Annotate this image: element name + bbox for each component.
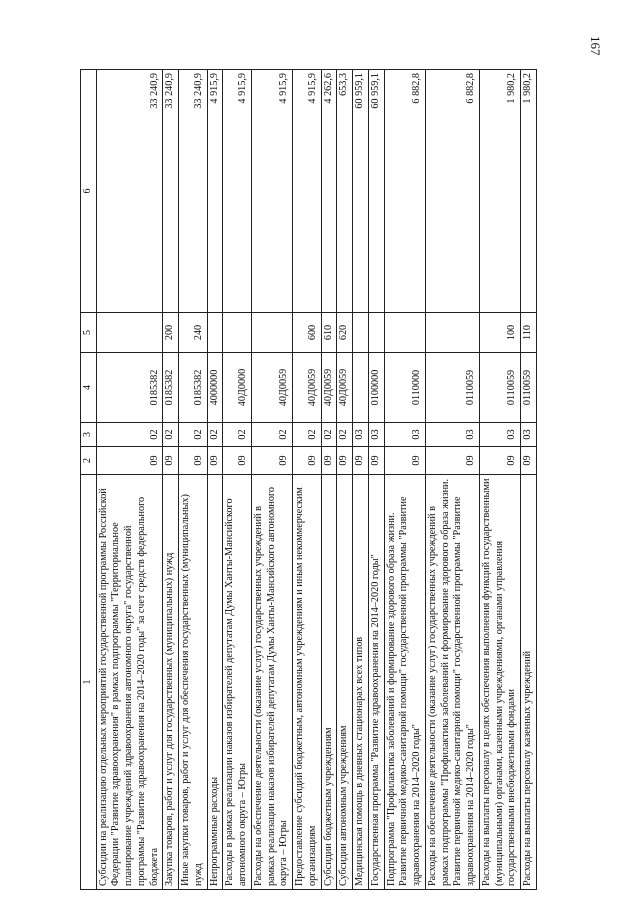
table-row	[321, 70, 337, 890]
table-row	[179, 70, 208, 890]
expense-type-cell: 100	[479, 313, 520, 353]
amount-cell: 4 915,9	[293, 70, 322, 313]
row-name-cell: Субсидии бюджетным учреждениям	[321, 475, 337, 890]
amount-cell: 6 882,8	[384, 70, 425, 313]
subsection-code-cell: 03	[479, 423, 520, 447]
target-article-cell: 0110059	[425, 353, 479, 423]
table-row	[251, 70, 292, 890]
section-code-cell: 09	[521, 447, 537, 475]
section-code-cell: 09	[293, 447, 322, 475]
row-name-cell: Субсидии автономным учреждениям	[337, 475, 353, 890]
table-row	[96, 70, 163, 890]
target-article-cell: 4000000	[207, 353, 223, 423]
amount-cell: 1 980,2	[521, 70, 537, 313]
subsection-code-cell: 02	[223, 423, 252, 447]
section-code-cell: 09	[321, 447, 337, 475]
target-article-cell: 40Д0059	[321, 353, 337, 423]
section-code-cell: 09	[207, 447, 223, 475]
expense-type-cell	[368, 313, 384, 353]
expense-type-cell	[425, 313, 479, 353]
table-row	[163, 70, 179, 890]
expense-type-cell: 600	[293, 313, 322, 353]
expense-type-cell	[384, 313, 425, 353]
row-name-cell: Государственная программа "Развитие здравоохранения на 2014–2020 годы"	[368, 475, 384, 890]
section-code-cell: 09	[251, 447, 292, 475]
target-article-cell: 0185382	[179, 353, 208, 423]
table-row	[425, 70, 479, 890]
amount-cell: 33 240,9	[179, 70, 208, 313]
subsection-code-cell: 02	[293, 423, 322, 447]
target-article-cell: 40Д0059	[337, 353, 353, 423]
amount-cell: 4 262,6	[321, 70, 337, 313]
amount-cell: 33 240,9	[96, 70, 163, 313]
header-cell: 4	[81, 353, 97, 423]
header-row	[81, 70, 97, 890]
page-number: 167	[588, 36, 603, 56]
subsection-code-cell: 02	[179, 423, 208, 447]
row-name-cell: Подпрограмма "Профилактика заболеваний и формирование здорового образа жизни. Развитие первичной медико-санитарной помощи" государственной программы "Развитие здравоохранения на 2014–2020 годы"	[384, 475, 425, 890]
row-name-cell: Расходы на выплаты персоналу в целях обеспечения выполнения функций государственными (муниципальными) органами, казенными учреждениями, органами управления государственными внебюджетными фондами	[479, 475, 520, 890]
expense-type-cell: 610	[321, 313, 337, 353]
subsection-code-cell: 02	[207, 423, 223, 447]
subsection-code-cell: 02	[251, 423, 292, 447]
subsection-code-cell: 02	[321, 423, 337, 447]
amount-cell: 4 915,9	[223, 70, 252, 313]
table-row	[353, 70, 369, 890]
amount-cell: 60 959,1	[368, 70, 384, 313]
subsection-code-cell: 02	[163, 423, 179, 447]
row-name-cell: Иные закупки товаров, работ и услуг для обеспечения государственных (муниципальных) нужд	[179, 475, 208, 890]
section-code-cell: 09	[96, 447, 163, 475]
target-article-cell: 0100000	[368, 353, 384, 423]
row-name-cell: Расходы на выплаты персоналу казенных учреждений	[521, 475, 537, 890]
table-row	[207, 70, 223, 890]
table-row	[368, 70, 384, 890]
subsection-code-cell: 03	[353, 423, 369, 447]
amount-cell: 60 959,1	[353, 70, 369, 313]
expense-type-cell: 240	[179, 313, 208, 353]
amount-cell: 4 915,9	[251, 70, 292, 313]
target-article-cell: 0110059	[479, 353, 520, 423]
row-name-cell: Предоставление субсидий бюджетным, автономным учреждениям и иным некоммерческим организациям	[293, 475, 322, 890]
subsection-code-cell: 03	[384, 423, 425, 447]
section-code-cell: 09	[384, 447, 425, 475]
target-article-cell: 40Д0059	[251, 353, 292, 423]
table-row	[521, 70, 537, 890]
subsection-code-cell: 02	[337, 423, 353, 447]
section-code-cell: 09	[337, 447, 353, 475]
section-code-cell: 09	[479, 447, 520, 475]
expense-type-cell	[251, 313, 292, 353]
subsection-code-cell: 03	[368, 423, 384, 447]
section-code-cell: 09	[179, 447, 208, 475]
subsection-code-cell: 03	[425, 423, 479, 447]
row-name-cell: Закупка товаров, работ и услуг для государственных (муниципальных) нужд	[163, 475, 179, 890]
expense-type-cell	[96, 313, 163, 353]
amount-cell: 6 882,8	[425, 70, 479, 313]
header-cell: 2	[81, 447, 97, 475]
table-row	[384, 70, 425, 890]
target-article-cell: 0185382	[96, 353, 163, 423]
target-article-cell: 40Д0059	[293, 353, 322, 423]
header-cell: 5	[81, 313, 97, 353]
table-row	[293, 70, 322, 890]
section-code-cell: 09	[353, 447, 369, 475]
row-name-cell: Расходы на обеспечение деятельности (оказание услуг) государственных учреждений в рамках реализации наказов избирателей депутатам Думы Ханты-Мансийского автономного округа – Югры	[251, 475, 292, 890]
rotated-table-container	[80, 70, 600, 890]
section-code-cell: 09	[425, 447, 479, 475]
table-row	[223, 70, 252, 890]
section-code-cell: 09	[223, 447, 252, 475]
expense-type-cell	[353, 313, 369, 353]
amount-cell: 4 915,9	[207, 70, 223, 313]
header-cell: 1	[81, 475, 97, 890]
table-row	[479, 70, 520, 890]
row-name-cell: Расходы на обеспечение деятельности (оказание услуг) государственных учреждений в рамках подпрограммы "Профилактика заболеваний и формирование здорового образа жизни. Развитие первичной медико-санитарной помощи" государственной программы "Развитие здравоохранения на 2014–2020 годы"	[425, 475, 479, 890]
header-cell: 3	[81, 423, 97, 447]
section-code-cell: 09	[163, 447, 179, 475]
row-name-cell: Медицинская помощь в дневных стационарах всех типов	[353, 475, 369, 890]
expense-type-cell: 200	[163, 313, 179, 353]
expense-type-cell: 620	[337, 313, 353, 353]
row-name-cell: Субсидии на реализацию отдельных мероприятий государственной программы Российской Федерации "Развитие здравоохранения" в рамках подпрограммы "Территориальное планирование учреждений здравоохранения автономного округа" государственной программы "Развитие здравоохранения на 2014–2020 годы" за счет средств федерального бюджета	[96, 475, 163, 890]
header-cell: 6	[81, 70, 97, 313]
target-article-cell: 0185382	[163, 353, 179, 423]
amount-cell: 33 240,9	[163, 70, 179, 313]
subsection-code-cell: 03	[521, 423, 537, 447]
amount-cell: 1 980,2	[479, 70, 520, 313]
expense-type-cell	[223, 313, 252, 353]
target-article-cell: 0110000	[384, 353, 425, 423]
amount-cell: 653,3	[337, 70, 353, 313]
table-row	[337, 70, 353, 890]
target-article-cell	[353, 353, 369, 423]
expense-type-cell	[207, 313, 223, 353]
budget-table	[80, 69, 537, 890]
section-code-cell: 09	[368, 447, 384, 475]
target-article-cell: 40Д0000	[223, 353, 252, 423]
expense-type-cell: 110	[521, 313, 537, 353]
subsection-code-cell: 02	[96, 423, 163, 447]
row-name-cell: Непрограммные расходы	[207, 475, 223, 890]
target-article-cell: 0110059	[521, 353, 537, 423]
row-name-cell: Расходы в рамках реализации наказов избирателей депутатам Думы Ханты-Мансийского автономного округа – Югры	[223, 475, 252, 890]
